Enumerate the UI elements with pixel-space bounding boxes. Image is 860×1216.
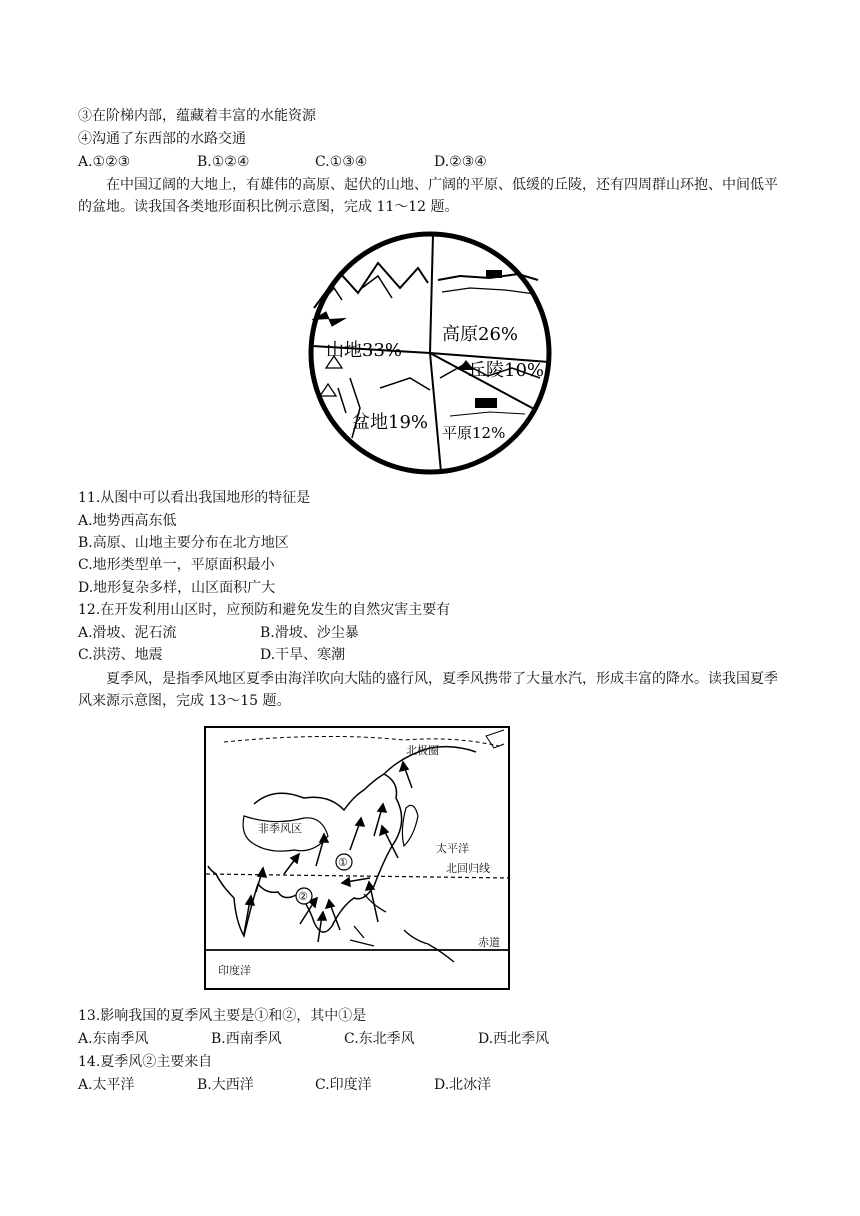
option-a: A.①②③ [78, 154, 131, 170]
q11-option-b: B.高原、山地主要分布在北方地区 [78, 535, 289, 551]
q12-stem: 12.在开发利用山区时，应预防和避免发生的自然灾害主要有 [78, 602, 451, 618]
q11-option-a: A.地势西高东低 [78, 513, 177, 529]
option-d: D.②③④ [434, 154, 487, 170]
q12-option-d: D.干旱、寒潮 [260, 647, 346, 663]
intro-monsoon: 夏季风，是指季风地区夏季由海洋吹向大陆的盛行风，夏季风携带了大量水汽，形成丰富的降水。读我国夏季风来源示意图，完成 13～15 题。 [78, 671, 778, 709]
marker-1: ① [338, 856, 348, 869]
pie-label-basin: 盆地19% [352, 412, 429, 433]
option-b: B.①②④ [197, 154, 250, 170]
statement-3: ③在阶梯内部，蕴藏着丰富的水能资源 [78, 108, 316, 124]
q14-option-c: C.印度洋 [315, 1077, 372, 1093]
label-pacific: 太平洋 [436, 842, 469, 855]
pie-label-mountain: 山地33% [326, 340, 403, 361]
label-tropic: 北回归线 [446, 862, 490, 875]
q13-option-d: D.西北季风 [478, 1031, 550, 1047]
pie-label-hills: 丘陵10% [468, 360, 545, 381]
q11-option-d: D.地形复杂多样，山区面积广大 [78, 580, 276, 596]
q14-option-b: B.大西洋 [197, 1077, 254, 1093]
q14-stem: 14.夏季风②主要来自 [78, 1054, 213, 1070]
label-non-monsoon: 非季风区 [258, 822, 302, 835]
q13-option-b: B.西南季风 [211, 1031, 282, 1047]
q14-option-a: A.太平洋 [78, 1077, 135, 1093]
label-indian-ocean: 印度洋 [218, 964, 251, 977]
q12-option-b: B.滑坡、沙尘暴 [260, 625, 359, 641]
monsoon-map-figure [204, 726, 510, 990]
q14-option-d: D.北冰洋 [434, 1077, 492, 1093]
label-equator: 赤道 [478, 936, 500, 949]
pie-label-plain: 平原12% [442, 424, 506, 442]
intro-landform: 在中国辽阔的大地上，有雄伟的高原、起伏的山地、广阔的平原、低缓的丘陵，还有四周群山环抱、中间低平的盆地。读我国各类地形面积比例示意图，完成 11～12 题。 [78, 177, 778, 215]
label-arctic-circle: 北极圈 [406, 744, 439, 757]
pie-label-plateau: 高原26% [442, 324, 519, 345]
q11-option-c: C.地形类型单一，平原面积最小 [78, 557, 275, 573]
landform-pie-figure [290, 228, 570, 480]
option-c: C.①③④ [315, 154, 368, 170]
q13-option-c: C.东北季风 [344, 1031, 415, 1047]
marker-2: ② [298, 890, 308, 903]
q11-stem: 11.从图中可以看出我国地形的特征是 [78, 490, 311, 506]
q12-option-c: C.洪涝、地震 [78, 647, 163, 663]
q12-option-a: A.滑坡、泥石流 [78, 625, 177, 641]
q13-option-a: A.东南季风 [78, 1031, 149, 1047]
statement-4: ④沟通了东西部的水路交通 [78, 131, 246, 147]
q13-stem: 13.影响我国的夏季风主要是①和②，其中①是 [78, 1008, 367, 1024]
